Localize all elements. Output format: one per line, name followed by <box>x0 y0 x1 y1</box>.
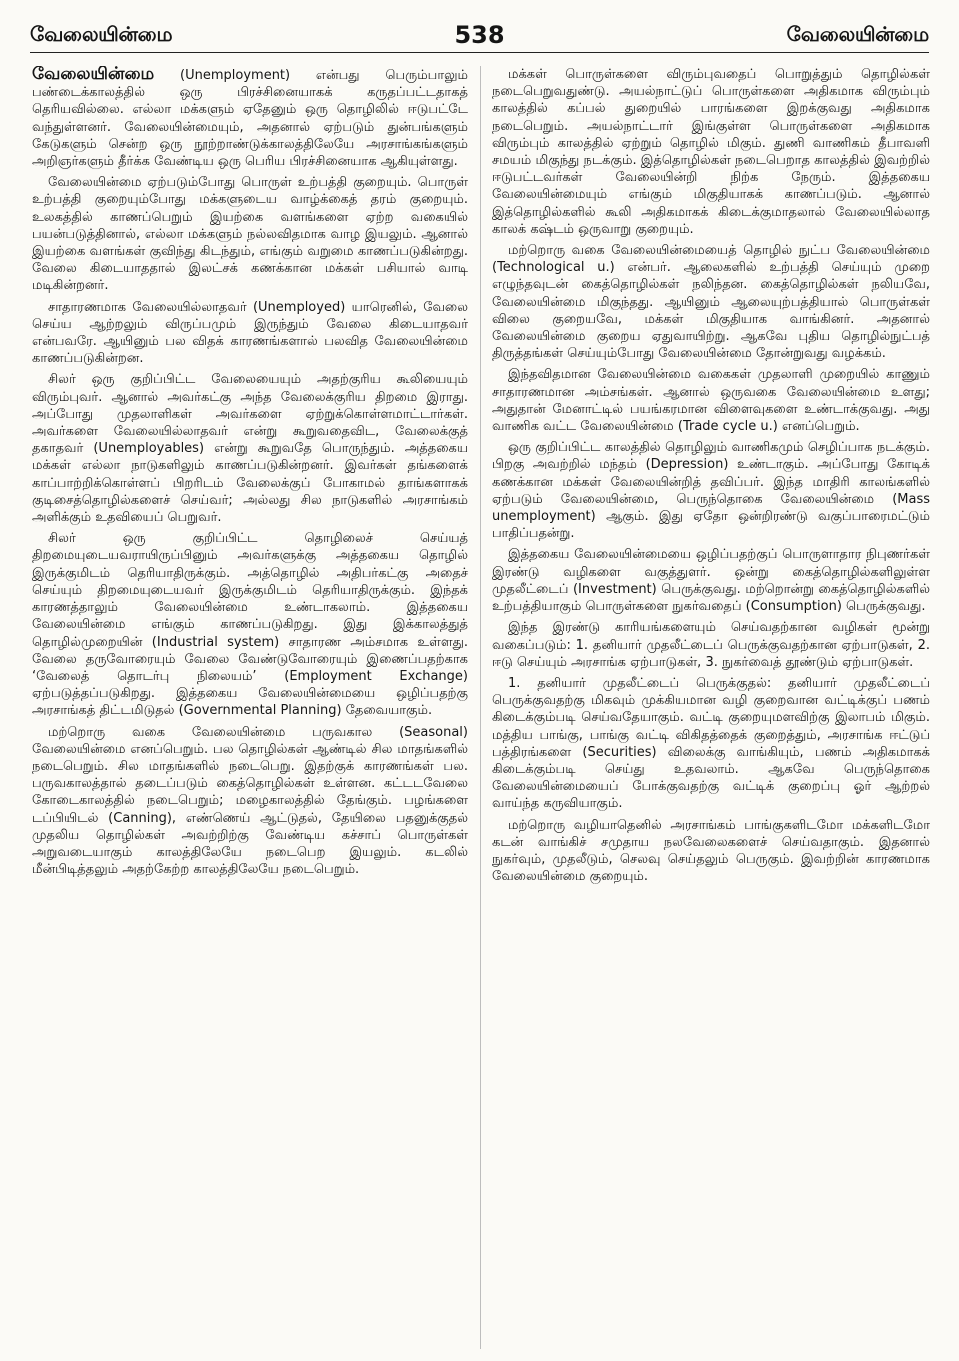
paragraph: மற்றொரு வகை வேலையின்மை பருவகால (Seasonal) வேலையின்மை எனப்பெறும். பல தொழில்கள் ஆண்டில் சில மாதங்களில் நடைபெறும். சில மாதங்களில் நடைபெறு. இதற்குக் காரணங்கள் பல. பருவகாலத்தால் தடைப்படும் கைத்தொழில்கள் உள்ளன. கட்டடவேலை கோடைகாலத்தில் நடைபெறும்; மழைகாலத்தில் தேங்கும். பழங்களை டப்பியிடல் (Canning), எண்ணெய் ஆட்டுதல், தேயிலை பதனுக்குதல் முதலிய தொழில்கள் அவற்றிற்கு வேண்டிய கச்சாப் பொருள்கள் அறுவடையாகும் காலத்திலேயே நடைபெற இயலும். கடலில் மீன்பிடித்தலும் அதற்கேற்ற காலத்திலேயே நடைபெறும். <box>32 724 468 878</box>
paragraph: சிலர் ஒரு குறிப்பிட்ட தொழிலைச் செய்யத் திறமையுடையவராயிருப்பினும் அவர்களுக்கு அத்தகைய தொழில் இருக்குமிடம் தெரியாதிருக்கும். அத்தொழில் அதிபர்கட்கு அதைச் செய்யும் திறமையுடையவர் இருக்குமிடம் தெரியாதிருக்கும். இந்தக் காரணத்தாலும் வேலையின்மை உண்டாகலாம். இத்தகைய வேலையின்மை எங்கும் காணப்படுகிறது. இது இக்காலத்துத் தொழில்முறையின் (Industrial system) சாதாரண அம்சமாக உள்ளது. வேலை தருவோரையும் வேலை வேண்டுவோரையும் இணைப்பதற்காக ‘வேலைத் தொடர்பு நிலையம்’ (Employment Exchange) ஏற்படுத்தப்படுகிறது. இத்தகைய வேலையின்மையை ஒழிப்பதற்கு அரசாங்கத் திட்டமிடுதல் (Governmental Planning) தேவையாகும். <box>32 531 468 719</box>
page-number: 538 <box>454 21 505 49</box>
left-column <box>32 66 468 1349</box>
paragraph: மற்றொரு வகை வேலையின்மையைத் தொழில் நுட்ப வேலையின்மை (Technological u.) என்பர். ஆலைகளில் உற்பத்தி செய்யும் முறை எழுந்தவுடன் கைத்தொழில்கள் நலிந்தன. கைத்தொழில்கள் நலியவே, வேலையின்மை மிகுந்தது. ஆயினும் ஆலையுற்பத்தியால் பொருள்கள் விலை குறையவே, மக்கள் மிகுதியாக வாங்கினர். அதனால் வேலையின்மை குறைய ஏதுவாயிற்று. ஆகவே புதிய தொழில்நுட்பத் திருத்தங்கள் செய்யும்போது வேலையின்மை தோன்றுவது வழக்கம். <box>492 243 930 362</box>
running-head-right: வேலையின்மை <box>786 21 929 46</box>
page-header <box>30 18 929 53</box>
paragraph: மக்கள் பொருள்களை விரும்புவதைப் பொறுத்தும் தொழில்கள் நடைபெறுவதுண்டு. அயல்நாட்டுப் பொருள்களை அதிகமாக விரும்பும் காலத்தில் கப்பல் துறையில் பாரங்களை இறக்குவது அதிகமாக நடைபெறும். அயல்நாட்டார் இங்குள்ள பொருள்களை அதிகமாக விரும்பும் காலத்தில் ஏற்றும் தொழில் மிகும். துணி வாணிகம் தீபாவளி சமயம் மிகுந்து நடக்கும். இத்தொழில்கள் நடைபெறாத காலத்தில் இவற்றில் ஈடுபட்டவர்கள் வேலையின்றி நிற்க நேரும். இத்தகைய வேலையின்மையும் எங்கும் மிகுதியாகக் காணப்படும். ஆனால் இத்தொழில்களில் கூலி அதிகமாகக் கிடைக்குமாதலால் வேலையில்லாத காலக் கஷ்டம் ஒருவாறு குறையும். <box>492 67 930 237</box>
paragraph: மற்றொரு வழியாதெனில் அரசாங்கம் பாங்குகளிடமோ மக்களிடமோ கடன் வாங்கிச் சமுதாய நலவேலைகளைச் செய்வதாகும். இதனால் நுகர்வும், முதலீடும், செலவு செய்தலும் பெருகும். இவற்றின் காரணமாக வேலையின்மை குறையும். <box>492 817 930 885</box>
paragraph: இத்தகைய வேலையின்மையை ஒழிப்பதற்குப் பொருளாதார நிபுணர்கள் இரண்டு வழிகளை வகுத்துளர். ஒன்று கைத்தொழில்களிலுள்ள முதலீட்டைப் (Investment) பெருக்குவது. மற்றொன்று கைத்தொழில்களில் உற்பத்தியாகும் பொருள்களை நுகர்வதைப் (Consumption) பெருக்குவது. <box>492 547 930 615</box>
entry-headword: வேலையின்மை <box>32 66 155 84</box>
running-head-left: வேலையின்மை <box>30 21 173 46</box>
paragraph: 1. தனியார் முதலீட்டைப் பெருக்குதல்: தனியார் முதலீட்டைப் பெருக்குவதற்கு மிகவும் முக்கியமான வழி குறைவான வட்டிக்குப் பணம் கிடைக்கும்படி செய்வதேயாகும். வட்டி குறையுமளவிற்கு இலாபம் மிகும். மத்திய பாங்கு, பாங்கு வட்டி விகிதத்தைக் குறைத்தும், அரசாங்க ஈட்டுப் பத்திரங்களை (Securities) விலைக்கு வாங்கியும், பணம் அதிகமாகக் கிடைக்கும்படி செய்து உதவலாம். ஆகவே பெருந்தொகை வேலையின்மையைப் போக்குவதற்கு வட்டிக் குறைப்பு ஓர் ஆற்றல் வாய்ந்த கருவியாகும். <box>492 675 930 812</box>
paragraph-text: (Unemployment) என்பது பெரும்பாலும் பண்டைக்காலத்தில் ஒரு பிரச்சினையாகக் கருதப்பட்டதாகத் தெரியவில்லை. எல்லா மக்களும் ஏதேனும் ஒரு தொழிலில் ஈடுபட்டே வந்துள்ளனர். வேலையின்மையும், அதனால் ஏற்படும் துன்பங்களும் கேடுகளும் சென்ற ஒரு நூற்றாண்டுக்காலத்திலேயே அரசாங்கங்களும் அறிஞர்களும் தீர்க்க வேண்டிய ஒரு பெரிய பிரச்சினையாக ஆகியுள்ளது. <box>32 68 468 170</box>
paragraph: வேலையின்மை ஏற்படும்போது பொருள் உற்பத்தி குறையும். பொருள் உற்பத்தி குறையும்போது மக்களுடைய வாழ்க்கைத் தரம் குறையும். உலகத்தில் காணப்பெறும் இயற்கை வளங்களை ஏற்ற வகையில் பயன்படுத்தினால், எல்லா மக்களும் நல்லவிதமாக வாழ இயலும். ஆனால் இயற்கை வளங்கள் குவிந்து கிடந்தும், எங்கும் வறுமை காணப்படுகின்றது. வேலை கிடையாததால் இலட்சக் கணக்கான மக்கள் பசியால் வாடி மடிகின்றனர். <box>32 175 468 294</box>
entry-intro-paragraph <box>32 66 468 170</box>
column-divider <box>480 66 481 1349</box>
paragraph: சாதாரணமாக வேலையில்லாதவர் (Unemployed) யாரெனில், வேலை செய்ய ஆற்றலும் விருப்பமும் இருந்தும் வேலை கிடையாதவர் என்பவரே. ஆயினும் பல விதக் காரணங்களால் பலவித வேலையின்மை காணப்படுகின்றன. <box>32 299 468 367</box>
paragraph: சிலர் ஒரு குறிப்பிட்ட வேலையையும் அதற்குரிய கூலியையும் விரும்புவர். ஆனால் அவர்கட்கு அந்த வேலைக்குரிய திறமை இராது. அப்போது முதலாளிகள் அவர்களை ஏற்றுக்கொள்ளமாட்டார்கள். அவர்களை வேலையில்லாதவர் என்று கூறுவதைவிட, வேலைக்குத் தகாதவர் (Unemployables) என்று கூறுவதே பொருந்தும். அத்தகைய மக்கள் எல்லா நாடுகளிலும் காணப்படுகின்றனர். இவர்கள் தங்களைக் காப்பாற்றிக்கொள்ளப் பிறரிடம் வேலைக்குப் போகாமல் தாங்களாகக் குடிசைத்தொழில்களைச் செய்வர்; அல்லது சில நாடுகளில் அரசாங்கம் அளிக்கும் உதவியைப் பெறுவர். <box>32 372 468 526</box>
paragraph: ஒரு குறிப்பிட்ட காலத்தில் தொழிலும் வாணிகமும் செழிப்பாக நடக்கும். பிறகு அவற்றில் மந்தம் (Depression) உண்டாகும். அப்போது கோடிக் கணக்கான மக்கள் வேலையின்றித் தவிப்பர். இந்த மாதிரி காலங்களில் ஏற்படும் வேலையின்மை, பெருந்தொகை வேலையின்மை (Mass unemployment) ஆகும். இது ஏதோ ஒன்றிரண்டு வகுப்பாரைமட்டும் பாதிப்பதன்று. <box>492 440 930 542</box>
right-column <box>492 66 930 1349</box>
paragraph: இந்தவிதமான வேலையின்மை வகைகள் முதலாளி முறையில் காணும் சாதாரணமான அம்சங்கள். ஆனால் ஒருவகை வேலையின்மை உளது; அதுதான் மேனாட்டில் பயங்கரமான விளைவுகளை உண்டாக்குவது. அது வாணிக வட்ட வேலையின்மை (Trade cycle u.) எனப்பெறும். <box>492 367 930 435</box>
paragraph: இந்த இரண்டு காரியங்களையும் செய்வதற்கான வழிகள் மூன்று வகைப்படும்: 1. தனியார் முதலீட்டைப் பெருக்குவதற்கான ஏற்பாடுகள், 2. ஈடு செய்யும் அரசாங்க ஏற்பாடுகள், 3. நுகர்வைத் தூண்டும் ஏற்பாடுகள். <box>492 620 930 670</box>
